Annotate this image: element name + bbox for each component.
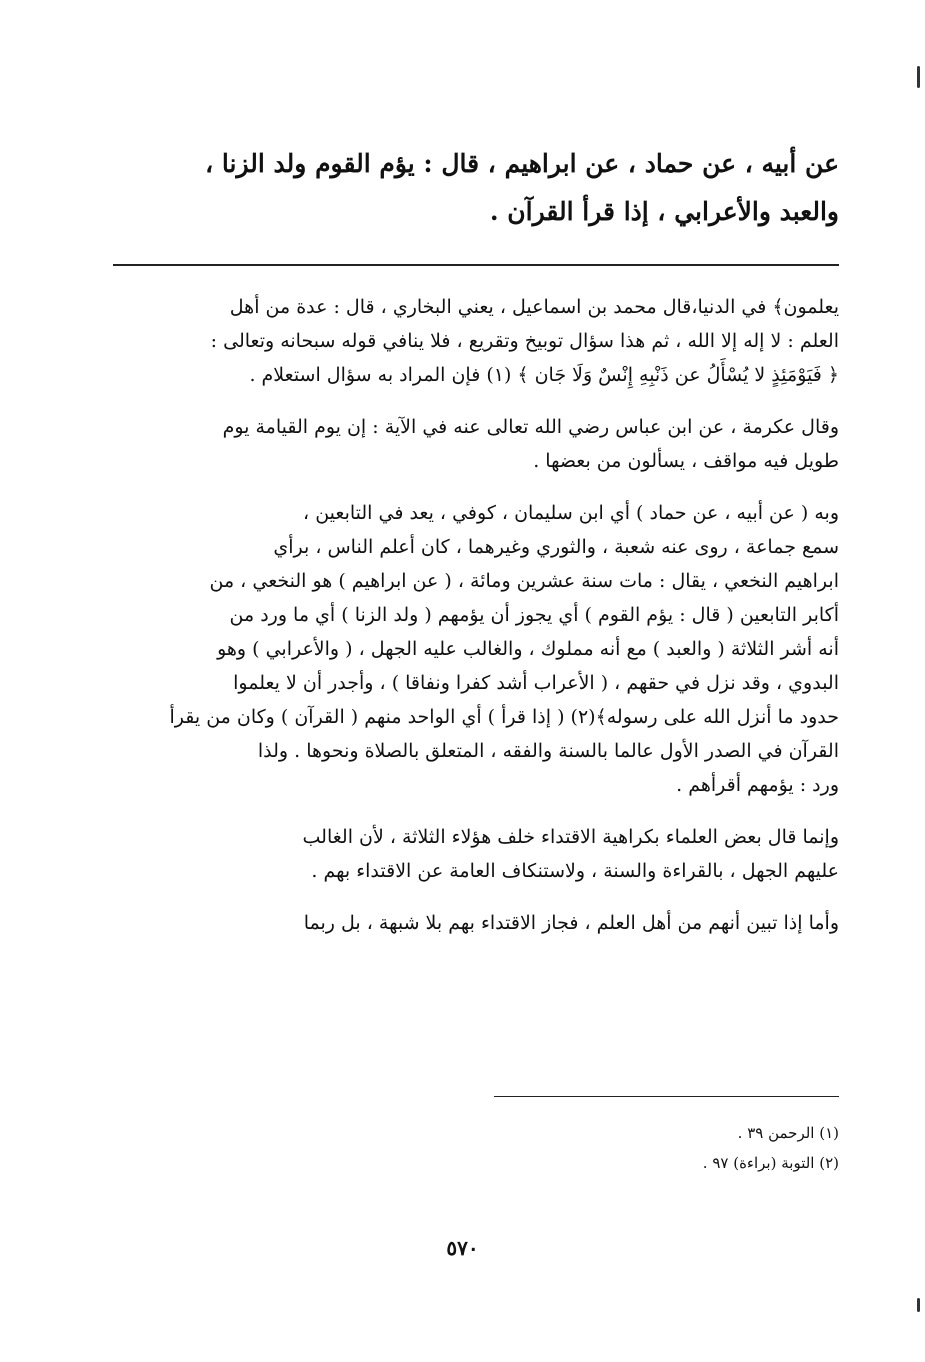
main-separator-rule xyxy=(113,264,839,266)
commentary-line: يعلمون﴾ في الدنيا،قال محمد بن اسماعيل ، يعني البخاري ، قال : عدة من أهل xyxy=(229,296,839,318)
page-number: ٥٧٠ xyxy=(446,1236,479,1260)
commentary-line: ابراهيم النخعي ، يقال : مات سنة عشرين ومائة ، ( عن ابراهيم ) هو النخعي ، من xyxy=(209,570,839,592)
commentary-line: حدود ما أنزل الله على رسوله﴾(٢) ( إذا قرأ ) أي الواحد منهم ( القرآن ) وكان من يقرأ xyxy=(169,706,839,728)
commentary-paragraph xyxy=(113,820,839,888)
footnote: (٢) التوبة (براءة) ٩٧ . xyxy=(702,1154,839,1172)
commentary-line: أكابر التابعين ( قال : يؤم القوم ) أي يجوز أن يؤمهم ( ولد الزنا ) أي ما ورد من xyxy=(229,604,839,626)
commentary-line: عليهم الجهل ، بالقراءة والسنة ، ولاستنكاف العامة عن الاقتداء بهم . xyxy=(311,860,839,882)
scan-edge-mark xyxy=(917,1298,920,1312)
commentary-line: القرآن في الصدر الأول عالما بالسنة والفقه ، المتعلق بالصلاة ونحوها . ولذا xyxy=(257,740,839,762)
commentary-line: أنه أشر الثلاثة ( والعبد ) مع أنه مملوك ، والغالب عليه الجهل ، ( والأعرابي ) وهو xyxy=(217,638,839,660)
scan-edge-mark xyxy=(917,66,920,88)
commentary-paragraph xyxy=(113,290,839,392)
footnotes xyxy=(113,1118,839,1178)
footnote-separator-rule xyxy=(494,1096,839,1097)
footnote: (١) الرحمن ٣٩ . xyxy=(737,1124,839,1142)
commentary-line: ورد : يؤمهم أقرأهم . xyxy=(676,774,839,796)
commentary-line: وأما إذا تبين أنهم من أهل العلم ، فجاز الاقتداء بهم بلا شبهة ، بل ربما xyxy=(303,912,839,934)
commentary-line: وإنما قال بعض العلماء بكراهية الاقتداء خلف هؤلاء الثلاثة ، لأن الغالب xyxy=(302,826,839,848)
commentary-line: العلم : لا إله إلا الله ، ثم هذا سؤال توبيخ وتقريع ، فلا ينافي قوله سبحانه وتعالى : xyxy=(210,330,839,352)
commentary-paragraph xyxy=(113,496,839,802)
commentary-paragraph xyxy=(113,410,839,478)
commentary-line: وقال عكرمة ، عن ابن عباس رضي الله تعالى عنه في الآية : إن يوم القيامة يوم xyxy=(222,416,839,438)
commentary-line: وبه ( عن أبيه ، عن حماد ) أي ابن سليمان ، كوفي ، يعد في التابعين ، xyxy=(303,502,839,524)
commentary-line: ﴿ فَيَوْمَئِذٍ لا يُسْأَلُ عن ذَنْبِهِ إِنْسٌ وَلَا جَان ﴾ (١) فإن المراد به سؤال استعلام . xyxy=(249,364,839,386)
commentary-paragraph xyxy=(113,906,839,940)
hadith-text xyxy=(113,140,839,236)
hadith-line: عن أبيه ، عن حماد ، عن ابراهيم ، قال : يؤم القوم ولد الزنا ، xyxy=(205,149,839,178)
commentary-line: طويل فيه مواقف ، يسألون من بعضها . xyxy=(533,450,839,472)
commentary-line: البدوي ، وقد نزل في حقهم ، ( الأعراب أشد كفرا ونفاقا ) ، وأجدر أن لا يعلموا xyxy=(233,672,839,694)
commentary-line: سمع جماعة ، روى عنه شعبة ، والثوري وغيرهما ، كان أعلم الناس ، برأي xyxy=(273,536,839,558)
hadith-line: والعبد والأعرابي ، إذا قرأ القرآن . xyxy=(489,197,839,226)
commentary-text xyxy=(113,290,839,958)
